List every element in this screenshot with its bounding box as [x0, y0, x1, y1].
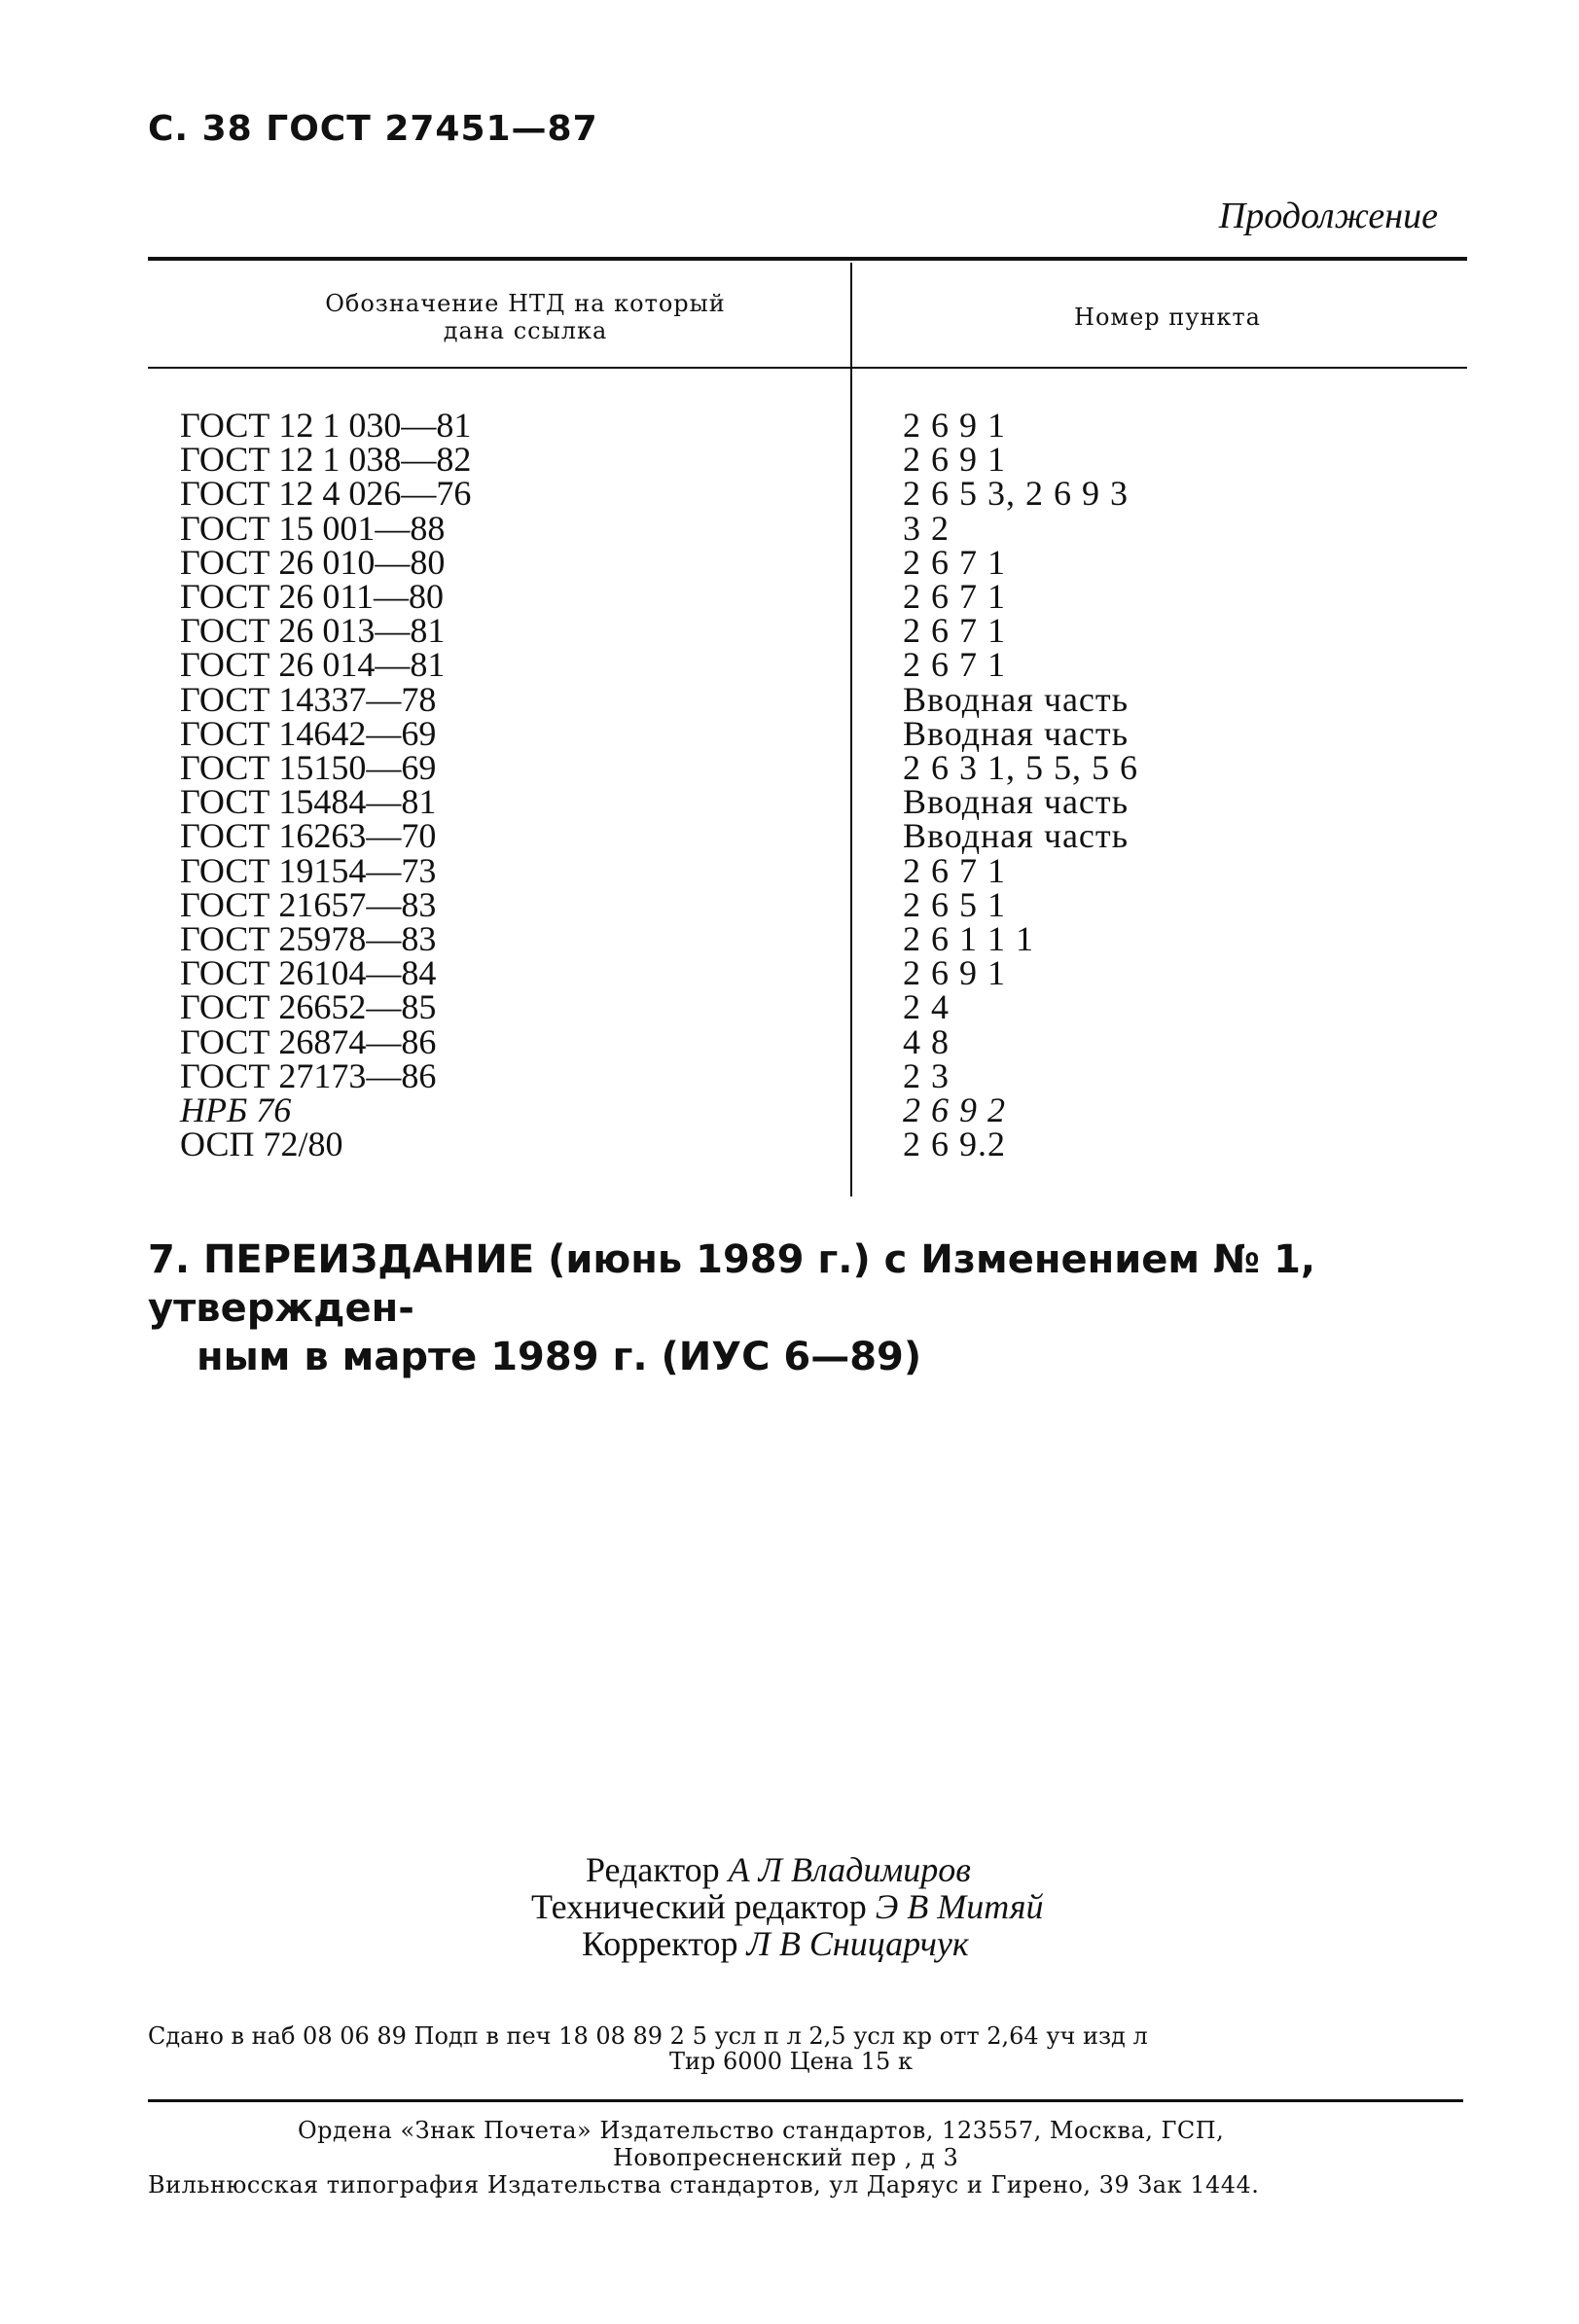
table-row-clause: 2 6 9 1: [903, 406, 1006, 445]
table-header-document: Обозначение НТД на который дана ссылка: [325, 290, 726, 344]
table-row-document: ГОСТ 14642—69: [180, 713, 437, 753]
table-row-clause: Вводная часть: [903, 816, 1130, 856]
table-row-document: ГОСТ 26 013—81: [180, 611, 446, 651]
table-column-divider: [850, 263, 852, 1197]
table-row-clause: 2 6 9.2: [903, 1125, 1006, 1164]
corrector-line: [582, 1922, 969, 1965]
table-row-document: НРБ 76: [180, 1090, 292, 1130]
table-row-document: ГОСТ 25978—83: [180, 919, 437, 959]
table-header-clause: Номер пункта: [1074, 304, 1261, 331]
editor-label: Редактор: [586, 1850, 720, 1889]
table-row-clause: 2 6 5 3, 2 6 9 3: [903, 474, 1129, 514]
table-row-clause: 4 8: [903, 1021, 950, 1061]
publisher-line-1: Ордена «Знак Почета» Издательство стандартов, 123557, Москва, ГСП,: [298, 2117, 1225, 2144]
print-info-line-1: Сдано в наб 08 06 89 Подп в печ 18 08 89 2 5 усл п л 2,5 усл кр отт 2,64 уч изд л: [148, 2022, 1148, 2050]
table-row-document: ГОСТ 16263—70: [180, 816, 437, 856]
corrector-name: Л В Сницарчук: [746, 1924, 969, 1963]
table-row-document: ГОСТ 15484—81: [180, 782, 437, 822]
table-row-document: ГОСТ 26874—86: [180, 1021, 437, 1061]
reissue-note: [148, 1235, 1471, 1381]
continuation-label: Продолжение: [1218, 196, 1438, 236]
table-row-clause: Вводная часть: [903, 679, 1130, 719]
table-row-clause: 2 6 7 1: [903, 645, 1006, 685]
table-row-document: ГОСТ 19154—73: [180, 850, 437, 890]
reissue-line-1: 7. ПЕРЕИЗДАНИЕ (июнь 1989 г.) с Изменением № 1, утвержден-: [148, 1237, 1316, 1331]
table-row-document: ГОСТ 26 010—80: [180, 542, 446, 582]
table-row-document: ГОСТ 26104—84: [180, 953, 437, 993]
tech-editor-name: Э В Митяй: [875, 1887, 1044, 1926]
table-row-clause: 2 3: [903, 1055, 950, 1095]
table-row-document: ГОСТ 26 011—80: [180, 577, 445, 617]
publisher-rule: [148, 2099, 1463, 2102]
table-row-clause: 2 6 5 1: [903, 884, 1006, 924]
corrector-label: Корректор: [582, 1924, 738, 1963]
table-row-document: ГОСТ 12 1 030—81: [180, 406, 472, 445]
table-top-rule: [148, 257, 1467, 261]
publisher-line-2: Новопресненский пер , д 3: [613, 2144, 959, 2171]
table-column-documents: [180, 406, 472, 1164]
table-row-document: ГОСТ 12 4 026—76: [180, 474, 472, 514]
table-row-clause: 2 6 7 1: [903, 577, 1006, 617]
page-header-code: С. 38 ГОСТ 27451—87: [148, 109, 598, 149]
table-column-clauses: [903, 406, 1138, 1164]
table-row-clause: 2 6 7 1: [903, 542, 1006, 582]
table-header-rule: [148, 367, 1467, 369]
table-row-clause: 2 6 9 1: [903, 953, 1006, 993]
publisher-line-3: Вильнюсская типография Издательства стандартов, ул Даряус и Гирено, 39 Зак 1444.: [148, 2171, 1260, 2199]
table-row-document: ГОСТ 15150—69: [180, 748, 437, 788]
table-row-clause: 2 6 1 1 1: [903, 919, 1034, 959]
table-row-clause: 2 4: [903, 987, 950, 1027]
table-row-document: ГОСТ 21657—83: [180, 884, 437, 924]
tech-editor-label: Технический редактор: [531, 1887, 867, 1926]
table-row-document: ГОСТ 26652—85: [180, 987, 437, 1027]
table-row-document: ГОСТ 26 014—81: [180, 645, 446, 685]
table-row-document: ГОСТ 27173—86: [180, 1055, 437, 1095]
table-row-document: ГОСТ 14337—78: [180, 679, 437, 719]
editor-name: А Л Владимиров: [728, 1850, 971, 1889]
print-info-line-2: Тир 6000 Цена 15 к: [669, 2048, 913, 2075]
reissue-line-2: ным в марте 1989 г. (ИУС 6—89): [197, 1335, 922, 1379]
table-row-document: ГОСТ 15 001—88: [180, 508, 446, 548]
table-row-clause: 2 6 7 1: [903, 611, 1006, 651]
table-row-clause: 3 2: [903, 508, 950, 548]
table-row-document: ГОСТ 12 1 038—82: [180, 440, 472, 480]
table-row-clause: 2 6 3 1, 5 5, 5 6: [903, 748, 1138, 788]
table-row-clause: 2 6 7 1: [903, 850, 1006, 890]
table-row-document: ОСП 72/80: [180, 1125, 343, 1164]
table-row-clause: 2 6 9 2: [903, 1090, 1006, 1130]
table-row-clause: 2 6 9 1: [903, 440, 1006, 480]
table-row-clause: Вводная часть: [903, 782, 1130, 822]
table-row-clause: Вводная часть: [903, 713, 1130, 753]
